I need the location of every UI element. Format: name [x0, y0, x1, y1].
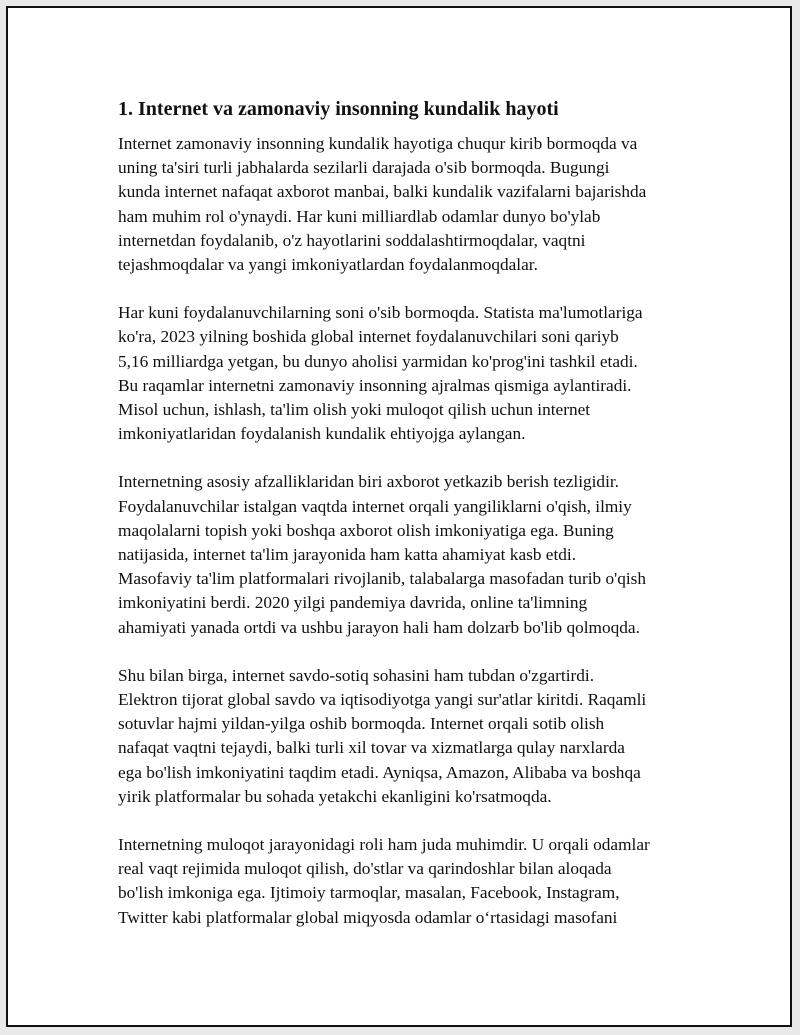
text-line: Har kuni foydalanuvchilarning soni o'sib bormoqda. Statista ma'lumotlariga	[118, 303, 643, 323]
text-line: yirik platformalar bu sohada yetakchi ekanligini ko'rsatmoqda.	[118, 786, 552, 806]
text-line: imkoniyatini berdi. 2020 yilgi pandemiya davrida, online ta'limning	[118, 593, 588, 613]
text-line: ko'ra, 2023 yilning boshida global internet foydalanuvchilari soni qariyb	[118, 327, 619, 347]
text-line: Foydalanuvchilar istalgan vaqtda internet orqali yangiliklarni o'qish, ilmiy	[118, 496, 632, 516]
paragraph	[118, 664, 698, 809]
text-line: Bu raqamlar internetni zamonaviy insonning ajralmas qismiga aylantiradi.	[118, 375, 632, 395]
text-line: Internet zamonaviy insonning kundalik hayotiga chuqur kirib bormoqda va	[118, 134, 638, 153]
text-line: tejashmoqdalar va yangi imkoniyatlardan foydalanmoqdalar.	[118, 255, 538, 275]
text-line: nafaqat vaqtni tejaydi, balki turli xil tovar va xizmatlarga qulay narxlarda	[118, 738, 625, 758]
text-line: Internetning muloqot jarayonidagi roli ham juda muhimdir. U orqali odamlar	[118, 835, 650, 855]
document-page	[6, 6, 792, 1027]
text-line: uning ta'siri turli jabhalarda sezilarli darajada o'sib bormoqda. Bugungi	[118, 158, 610, 178]
paragraph	[118, 301, 698, 446]
text-line: Masofaviy ta'lim platformalari rivojlanib, talabalarga masofadan turib o'qish	[118, 569, 647, 589]
text-line: imkoniyatlaridan foydalanish kundalik ehtiyojga aylangan.	[118, 424, 526, 444]
paragraph	[118, 470, 698, 639]
document-content	[118, 96, 698, 954]
text-line: Shu bilan birga, internet savdo-sotiq sohasini ham tubdan o'zgartirdi.	[118, 665, 595, 685]
paragraph	[118, 132, 698, 277]
body-text	[118, 132, 698, 930]
text-line: sotuvlar hajmi yildan-yilga oshib bormoqda. Internet orqali sotib olish	[118, 714, 605, 734]
text-line: Internetning asosiy afzalliklaridan biri axborot yetkazib berish tezligidir.	[118, 472, 619, 492]
text-line: ahamiyati yanada ortdi va ushbu jarayon hali ham dolzarb bo'lib qolmoqda.	[118, 617, 640, 637]
text-line: Twitter kabi platformalar global miqyosda odamlar o‘rtasidagi masofani	[118, 907, 618, 927]
text-line: real vaqt rejimida muloqot qilish, do'stlar va qarindoshlar bilan aloqada	[118, 859, 612, 879]
text-line: Elektron tijorat global savdo va iqtisodiyotga yangi sur'atlar kiritdi. Raqamli	[118, 690, 647, 710]
text-line: kunda internet nafaqat axborot manbai, balki kundalik vazifalarni bajarishda	[118, 182, 647, 202]
text-line: internetdan foydalanib, o'z hayotlarini soddalashtirmoqdalar, vaqtni	[118, 230, 586, 250]
text-line: Misol uchun, ishlash, ta'lim olish yoki muloqot qilish uchun internet	[118, 400, 591, 420]
text-line: natijasida, internet ta'lim jarayonida ham katta ahamiyat kasb etdi.	[118, 545, 577, 565]
section-heading: 1. Internet va zamonaviy insonning kundalik hayoti	[118, 98, 559, 120]
text-line: maqolalarni topish yoki boshqa axborot olish imkoniyatiga ega. Buning	[118, 520, 614, 540]
text-line: bo'lish imkoniga ega. Ijtimoiy tarmoqlar, masalan, Facebook, Instagram,	[118, 883, 620, 903]
text-line: 5,16 milliardga yetgan, bu dunyo aholisi yarmidan ko'prog'ini tashkil etadi.	[118, 351, 638, 371]
text-line: ega bo'lish imkoniyatini taqdim etadi. Ayniqsa, Amazon, Alibaba va boshqa	[118, 762, 641, 782]
text-line: ham muhim rol o'ynaydi. Har kuni milliardlab odamlar dunyo bo'ylab	[118, 206, 601, 226]
paragraph	[118, 833, 698, 930]
